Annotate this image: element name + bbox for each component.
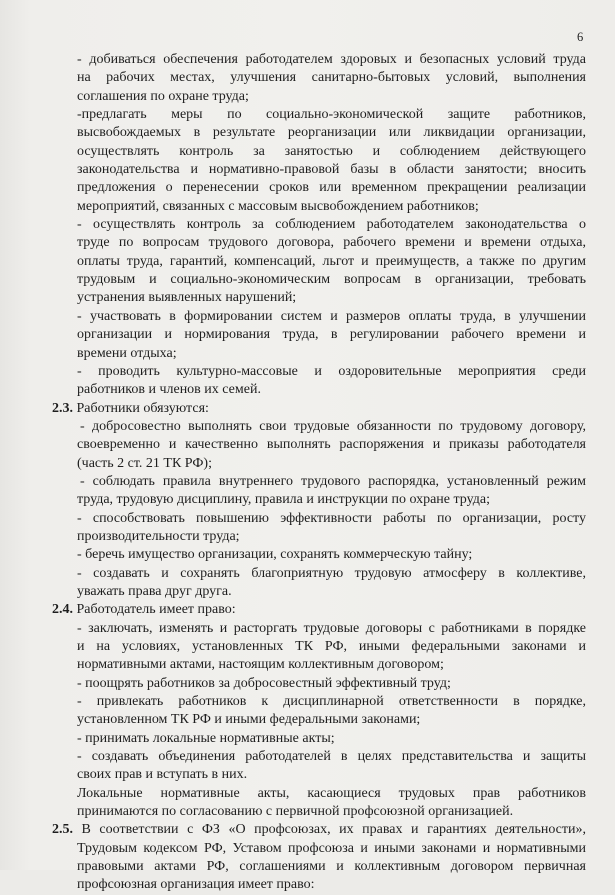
text-line: предложения о перенесении сроков или временном прекращении реализации <box>77 180 586 196</box>
text-line: - поощрять работников за добросовестный эффективный труд; <box>77 675 451 691</box>
text-line: на рабочих местах, улучшения санитарно-бытовых условий, выполнения <box>77 70 586 86</box>
section-title: Работодатель имеет право: <box>76 602 236 618</box>
text-line: принимаются по согласованию с первичной профсоюзной организацией. <box>77 804 514 820</box>
text-line: профсоюзная организация имеет право: <box>77 877 315 893</box>
text-line: установленном ТК РФ и иными федеральными законами; <box>77 712 421 728</box>
text-line: оплаты труда, гарантий, компенсаций, льгот и преимуществ, а также по другим <box>77 253 586 269</box>
text-line: - беречь имущество организации, сохранять коммерческую тайну; <box>77 547 473 563</box>
text-line: труда, трудовую дисциплину, правила и инструкции по охране труда; <box>77 492 490 508</box>
text-line: труде по вопросам трудового договора, рабочего времени и времени отдыха, <box>77 235 586 251</box>
text-line: соглашения по охране труда; <box>77 88 249 104</box>
text-line: - соблюдать правила внутреннего трудового распорядка, установленный режим <box>80 473 586 489</box>
page-number: 6 <box>577 30 584 44</box>
text-line: законодательства и нормативно-правовой базы в области занятости; вносить <box>77 162 586 178</box>
text-line: -предлагать меры по социально-экономической защите работников, <box>77 107 586 123</box>
text-line: - принимать локальные нормативные акты; <box>77 730 335 746</box>
section-2-5-heading <box>52 821 586 839</box>
document-body <box>52 51 586 895</box>
text-line: трудовым и социально-экономическим вопросам в организации, требовать <box>77 272 586 288</box>
section-number: 2.5. <box>52 822 73 838</box>
text-line: своевременно и качественно выполнять распоряжения и приказы работодателя <box>77 437 586 453</box>
text-line: - создавать объединения работодателей в целях представительства и защиты <box>77 749 586 765</box>
text-line: - проводить культурно-массовые и оздоровительные мероприятия среди <box>77 363 586 379</box>
text-line: - добросовестно выполнять свои трудовые обязанности по трудовому договору, <box>80 418 586 434</box>
text-line: - создавать и сохранять благоприятную трудовую атмосферу в коллективе, <box>77 565 586 581</box>
text-line: - добиваться обеспечения работодателем здоровых и безопасных условий труда <box>77 52 586 67</box>
text-line: времени отдыха; <box>77 345 177 361</box>
text-line: - привлекать работников к дисциплинарной ответственности в порядке, <box>77 694 586 710</box>
text-line: работников и членов их семей. <box>77 382 261 398</box>
text-line: - участвовать в формировании систем и размеров оплаты труда, в улучшении <box>77 308 586 324</box>
text-line: (часть 2 ст. 21 ТК РФ); <box>77 455 212 471</box>
text-line: нормативными актами, настоящим коллективным договором; <box>77 657 444 673</box>
text-line: правовыми актами РФ, соглашениями и коллективным договором первичная <box>77 859 586 875</box>
text-line: уважать права друг друга. <box>77 583 232 599</box>
section-number: 2.3. <box>52 400 73 416</box>
section-2-3-heading <box>52 400 586 418</box>
text-line: высвобождаемых в результате реорганизации или ликвидации организации, <box>77 125 586 141</box>
text-line: мероприятий, связанных с массовым высвобождением работников; <box>77 198 479 214</box>
text-line: устранения выявленных нарушений; <box>77 290 297 306</box>
section-text: В соответствии с ФЗ «О профсоюзах, их правах и гарантиях деятельности», <box>81 822 586 838</box>
text-line: - осуществлять контроль за соблюдением работодателем законодательства о <box>77 217 586 233</box>
text-line: организации и нормирования труда, в регулировании рабочего времени и <box>77 327 586 343</box>
text-line: - заключать, изменять и расторгать трудовые договоры с работниками в порядке <box>77 620 586 636</box>
text-line: и на условиях, установленных ТК РФ, иными федеральными законами и <box>77 639 586 654</box>
section-2-4-heading <box>52 601 586 619</box>
text-line: Локальные нормативные акты, касающиеся трудовых прав работников <box>77 785 586 801</box>
text-line: Трудовым кодексом РФ, Уставом профсоюза и иными законами и нормативными <box>77 840 586 856</box>
text-line: осуществлять контроль за занятостью и соблюдением действующего <box>77 143 586 159</box>
section-title: Работники обязуются: <box>76 400 209 416</box>
text-line: - способствовать повышению эффективности работы по организации, росту <box>77 510 586 526</box>
section-number: 2.4. <box>52 602 73 618</box>
text-line: производительности труда; <box>77 528 240 544</box>
text-line: своих прав и вступать в них. <box>77 767 248 783</box>
